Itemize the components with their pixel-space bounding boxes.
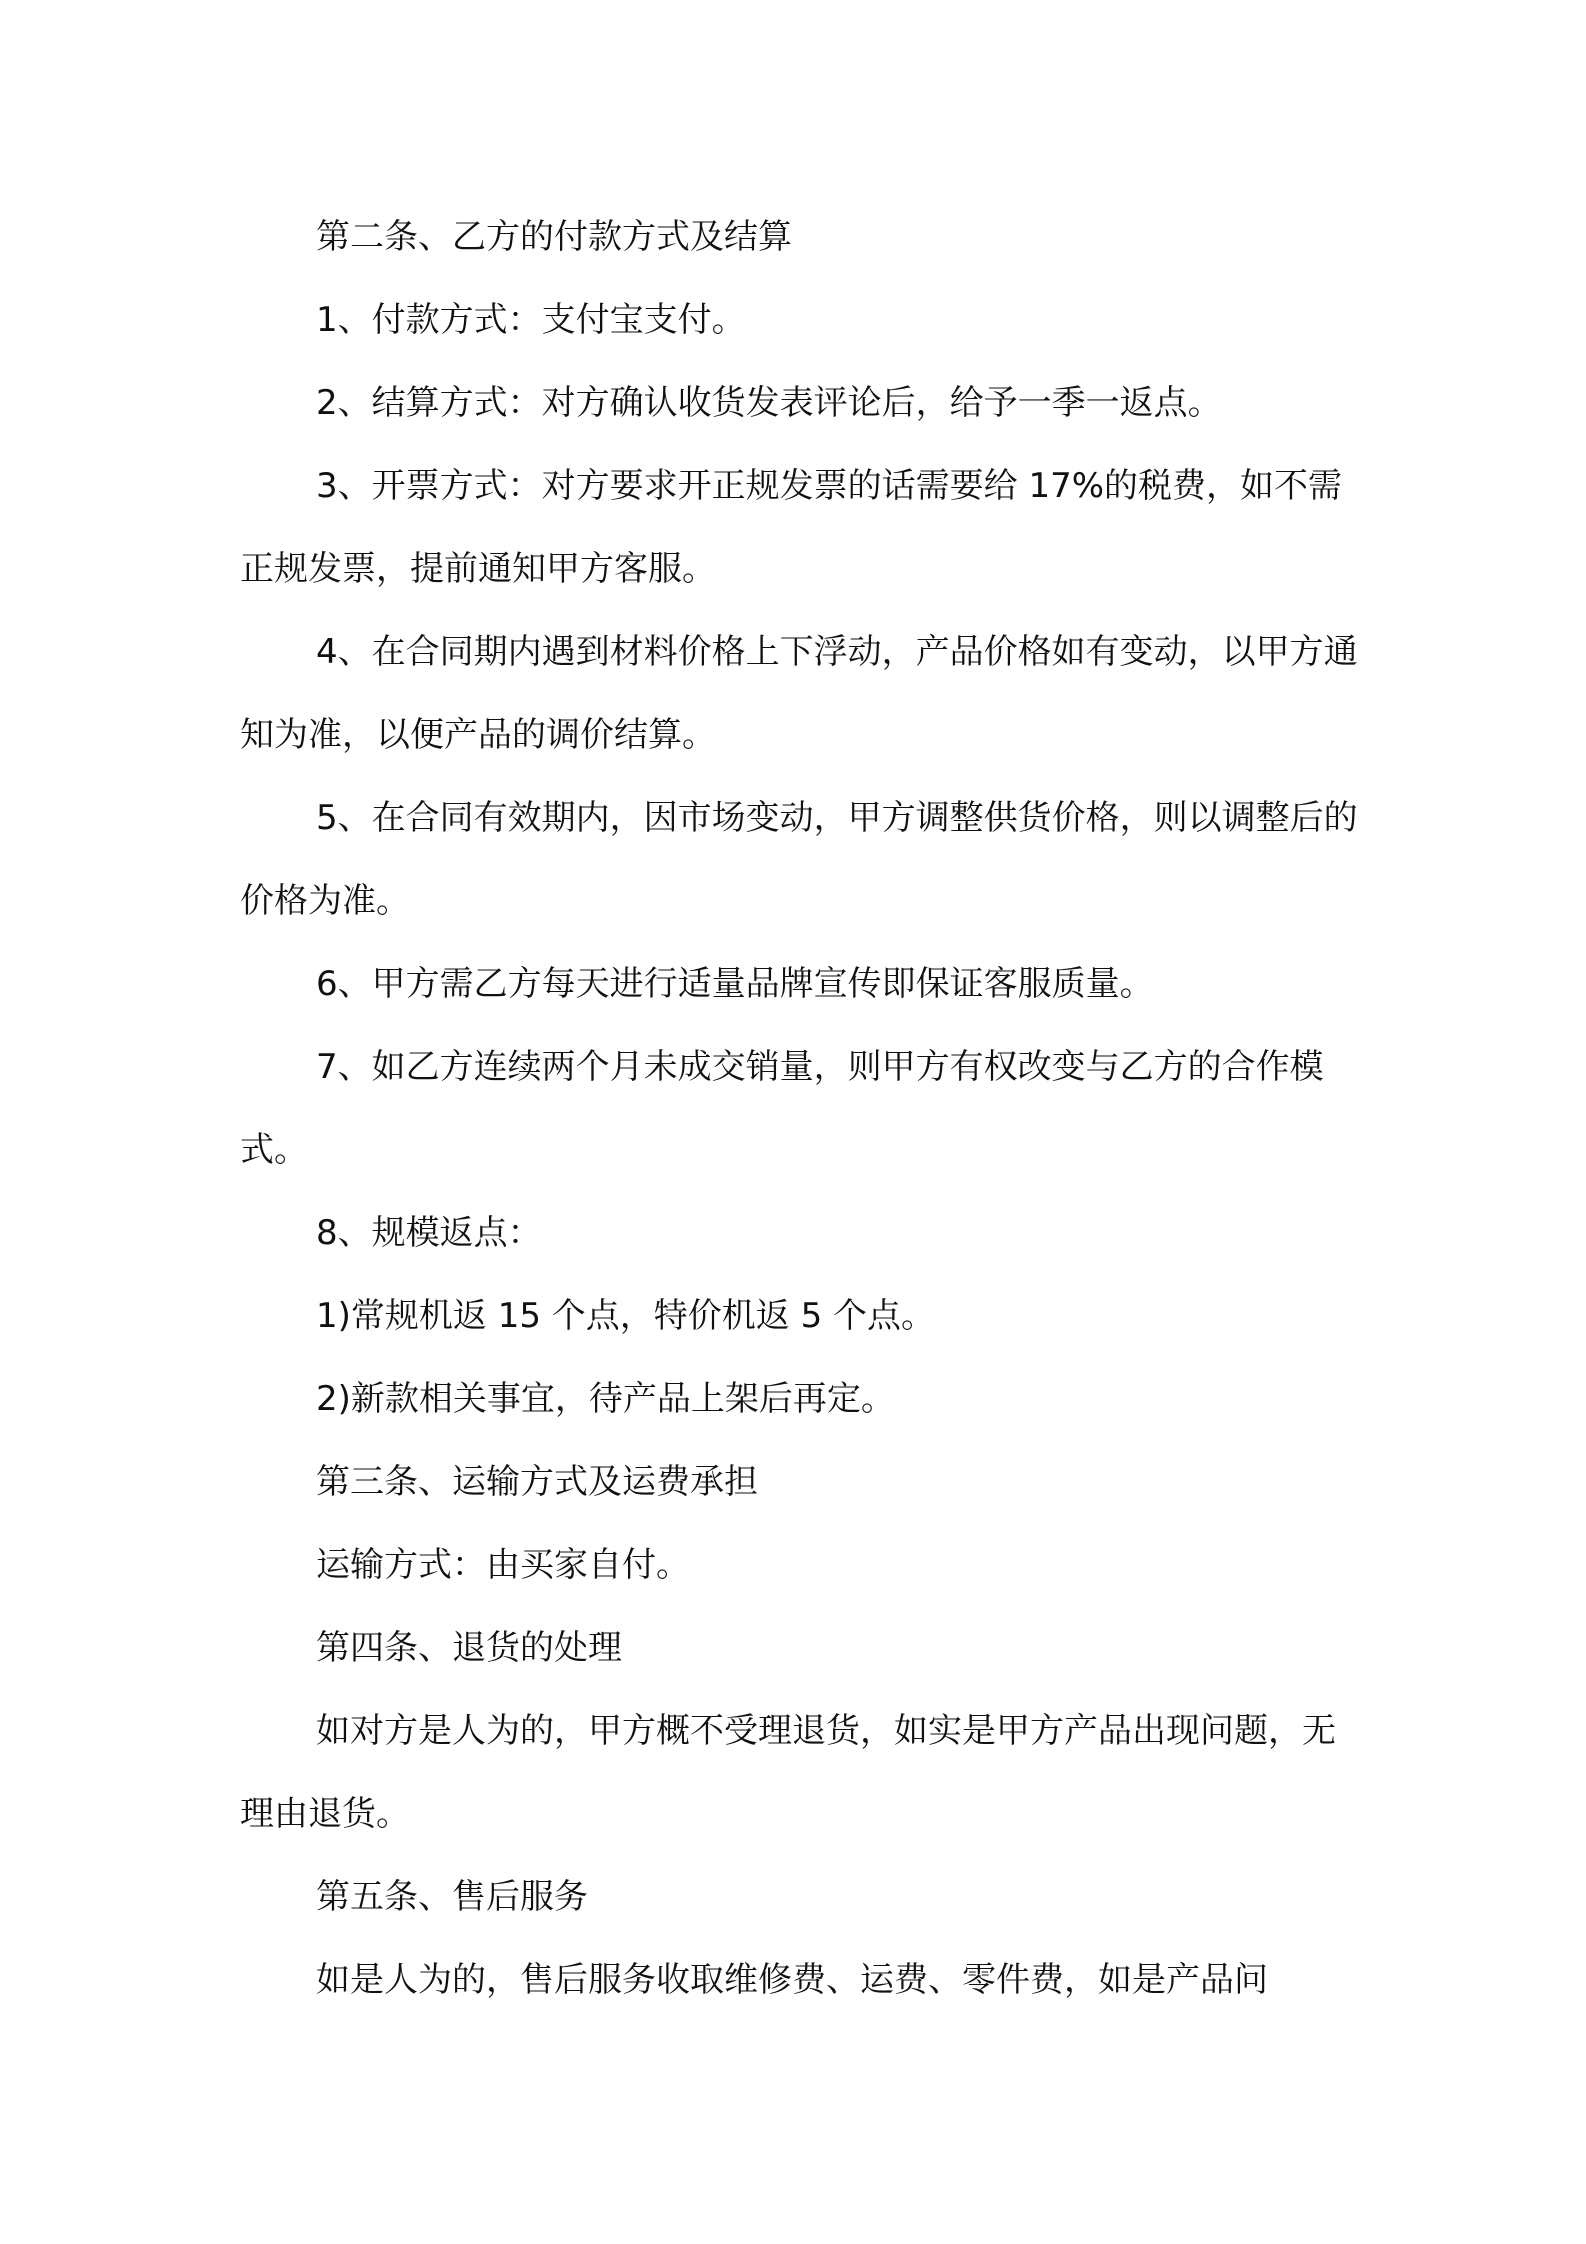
clause-price-fluctuation: 4、在合同期内遇到材料价格上下浮动，产品价格如有变动，以甲方通知为准，以便产品的调价结算。 xyxy=(240,632,1358,755)
clause-payment-method: 1、付款方式：支付宝支付。 xyxy=(316,300,746,340)
article-2-heading: 第二条、乙方的付款方式及结算 xyxy=(316,217,792,257)
document-body xyxy=(240,196,1360,2022)
clause-after-sales: 如是人为的，售后服务收取维修费、运费、零件费，如是产品问 xyxy=(316,1960,1268,2000)
article-5-heading: 第五条、售后服务 xyxy=(316,1877,588,1917)
rebate-item-1: 1)常规机返 15 个点，特价机返 5 个点。 xyxy=(316,1296,936,1336)
rebate-item-2: 2)新款相关事宜，待产品上架后再定。 xyxy=(316,1379,895,1419)
clause-scale-rebate: 8、规模返点： xyxy=(316,1213,542,1253)
article-3-heading: 第三条、运输方式及运费承担 xyxy=(316,1462,758,1502)
clause-market-change: 5、在合同有效期内，因市场变动，甲方调整供货价格，则以调整后的价格为准。 xyxy=(240,798,1358,921)
clause-settlement-method: 2、结算方式：对方确认收货发表评论后，给予一季一返点。 xyxy=(316,383,1222,423)
clause-cooperation-change: 7、如乙方连续两个月未成交销量，则甲方有权改变与乙方的合作模式。 xyxy=(240,1047,1324,1170)
clause-invoice-method: 3、开票方式：对方要求开正规发票的话需要给 17%的税费，如不需正规发票，提前通知甲方客服。 xyxy=(240,466,1343,589)
clause-brand-promotion: 6、甲方需乙方每天进行适量品牌宣传即保证客服质量。 xyxy=(316,964,1154,1004)
clause-return-handling: 如对方是人为的，甲方概不受理退货，如实是甲方产品出现问题，无理由退货。 xyxy=(240,1711,1336,1834)
article-4-heading: 第四条、退货的处理 xyxy=(316,1628,622,1668)
clause-transport-method: 运输方式：由买家自付。 xyxy=(316,1545,690,1585)
